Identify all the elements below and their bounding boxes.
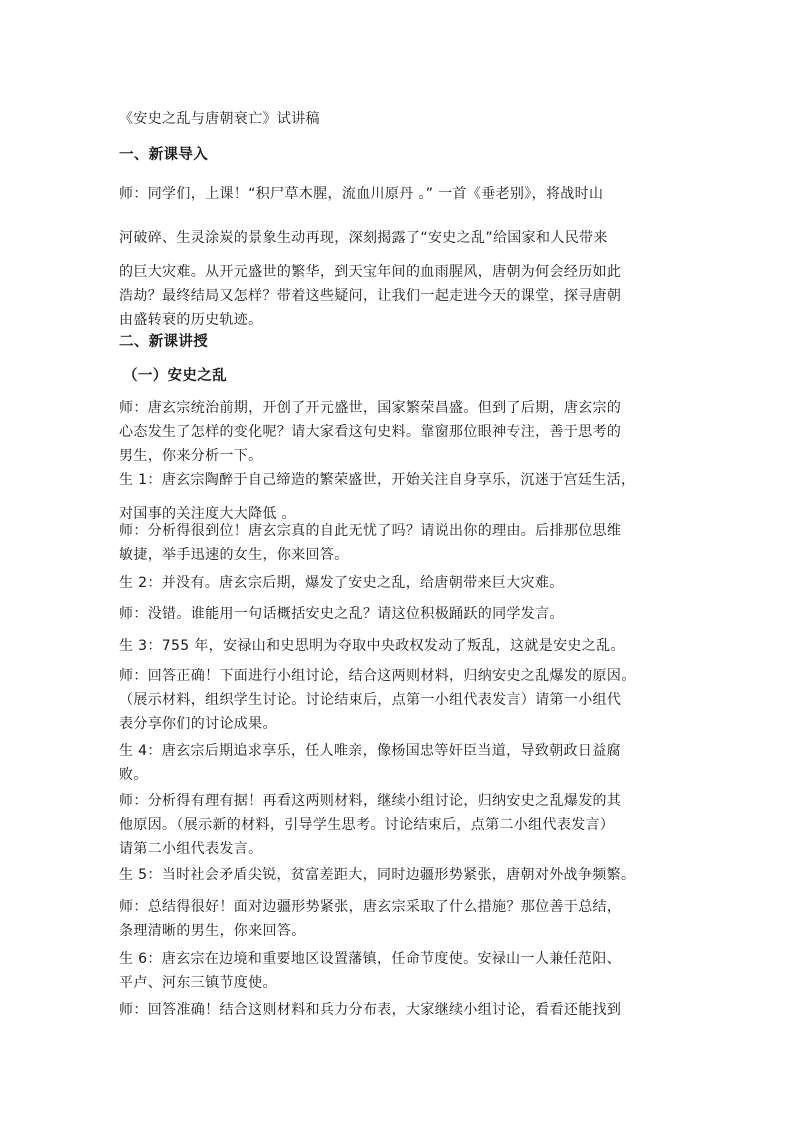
paragraph-line: 生 6：唐玄宗在边境和重要地区设置藩镇，任命节度使。安禄山一人兼任范阳、 <box>119 951 621 967</box>
paragraph-line: 请第二小组代表发言。 <box>119 841 263 857</box>
paragraph-teacher-4 <box>119 664 679 736</box>
heading-text: （一）安史之乱 <box>123 368 227 384</box>
heading-text: 一、新课导入 <box>119 147 209 163</box>
heading-text: 二、新课讲授 <box>119 334 209 350</box>
paragraph-line: 由盛转衰的历史轨迹。 <box>119 312 263 328</box>
paragraph-line: 表分享你们的讨论成果。 <box>119 716 277 732</box>
paragraph-line: 河破碎、生灵涂炭的景象生动再现，深刻揭露了“安史之乱”给国家和人民带来 <box>119 230 608 246</box>
paragraph-student-4 <box>119 739 679 787</box>
paragraph-line: 师：分析得有理有据！再看这两则材料，继续小组讨论，归纳安史之乱爆发的其 <box>119 793 622 809</box>
subsection-heading <box>123 364 683 385</box>
paragraph-line: 生 2：并没有。唐玄宗后期，爆发了安史之乱，给唐朝带来巨大灾难。 <box>119 575 564 591</box>
paragraph-student-5 <box>119 864 679 884</box>
paragraph-line: 条理清晰的男生，你来回答。 <box>119 923 306 939</box>
paragraph-line: 对国事的关注度大大降低 。 <box>119 506 296 522</box>
paragraph-line: 心态发生了怎样的变化呢？请大家看这句史料。靠窗那位眼神专注，善于思考的 <box>119 424 622 440</box>
paragraph-line: 师：同学们，上课！“积尸草木腥，流血川原丹 。” 一首《垂老别》，将战时山 <box>119 186 604 202</box>
paragraph-teacher-5 <box>119 789 679 861</box>
paragraph-line: 浩劫？最终结局又怎样？带着这些疑问，让我们一起走进今天的课堂，探寻唐朝 <box>119 288 622 304</box>
paragraph-line: 生 5：当时社会矛盾尖锐，贫富差距大，同时边疆形势紧张，唐朝对外战争频繁。 <box>119 867 636 883</box>
paragraph-line: 的巨大灾难。从开元盛世的繁华，到天宝年间的血雨腥风，唐朝为何会经历如此 <box>119 264 622 280</box>
paragraph-line: 师：回答正确！下面进行小组讨论，结合这两则材料，归纳安史之乱爆发的原因。 <box>119 668 636 684</box>
paragraph-teacher-1 <box>119 396 679 468</box>
paragraph-line: 师：回答准确！结合这则材料和兵力分布表，大家继续小组讨论，看看还能找到 <box>119 1002 622 1018</box>
paragraph-line: 败。 <box>119 767 148 783</box>
paragraph-teacher-2 <box>119 519 679 567</box>
paragraph-teacher-6 <box>119 895 679 943</box>
paragraph-line: 师：没错。谁能用一句话概括安史之乱？请这位积极踊跃的同学发言。 <box>119 606 564 622</box>
paragraph-student-6 <box>119 947 679 995</box>
paragraph-line: 师：分析得很到位！唐玄宗真的自此无忧了吗？请说出你的理由。后排那位思维 <box>119 523 622 539</box>
paragraph-teacher-3 <box>119 603 679 623</box>
paragraph-line: 男生，你来分析一下。 <box>119 448 263 464</box>
paragraph-line: （展示材料，组织学生讨论。讨论结束后，点第一小组代表发言）请第一小组代 <box>119 692 622 708</box>
paragraph-line: 生 3：755 年，安禄山和史思明为夺取中央政权发动了叛乱，这就是安史之乱。 <box>119 638 625 654</box>
paragraph-student-3 <box>119 635 679 655</box>
section-heading-lecture <box>119 330 679 351</box>
paragraph-student-2 <box>119 572 679 592</box>
paragraph-line: 平卢、河东三镇节度使。 <box>119 975 277 991</box>
paragraph-teacher-7 <box>119 999 679 1019</box>
paragraph-student-1 <box>119 467 679 527</box>
document-title <box>119 108 679 128</box>
paragraph-line: 师：唐玄宗统治前期，开创了开元盛世，国家繁荣昌盛。但到了后期，唐玄宗的 <box>119 400 622 416</box>
paragraph-intro-line1 <box>119 183 679 203</box>
title-text: 《安史之乱与唐朝衰亡》试讲稿 <box>119 111 320 127</box>
paragraph-line: 师：总结得很好！面对边疆形势紧张，唐玄宗采取了什么措施？那位善于总结， <box>119 899 622 915</box>
paragraph-intro <box>119 226 679 332</box>
paragraph-line: 他原因。（展示新的材料，引导学生思考。讨论结束后，点第二小组代表发言） <box>119 817 615 833</box>
paragraph-line: 生 1：唐玄宗陶醉于自己缔造的繁荣盛世，开始关注自身享乐，沉迷于宫廷生活， <box>119 472 636 488</box>
paragraph-line: 敏捷，举手迅速的女生，你来回答。 <box>119 547 349 563</box>
paragraph-line: 生 4：唐玄宗后期追求享乐，任人唯亲，像杨国忠等奸臣当道，导致朝政日益腐 <box>119 743 621 759</box>
section-heading-intro <box>119 143 679 164</box>
